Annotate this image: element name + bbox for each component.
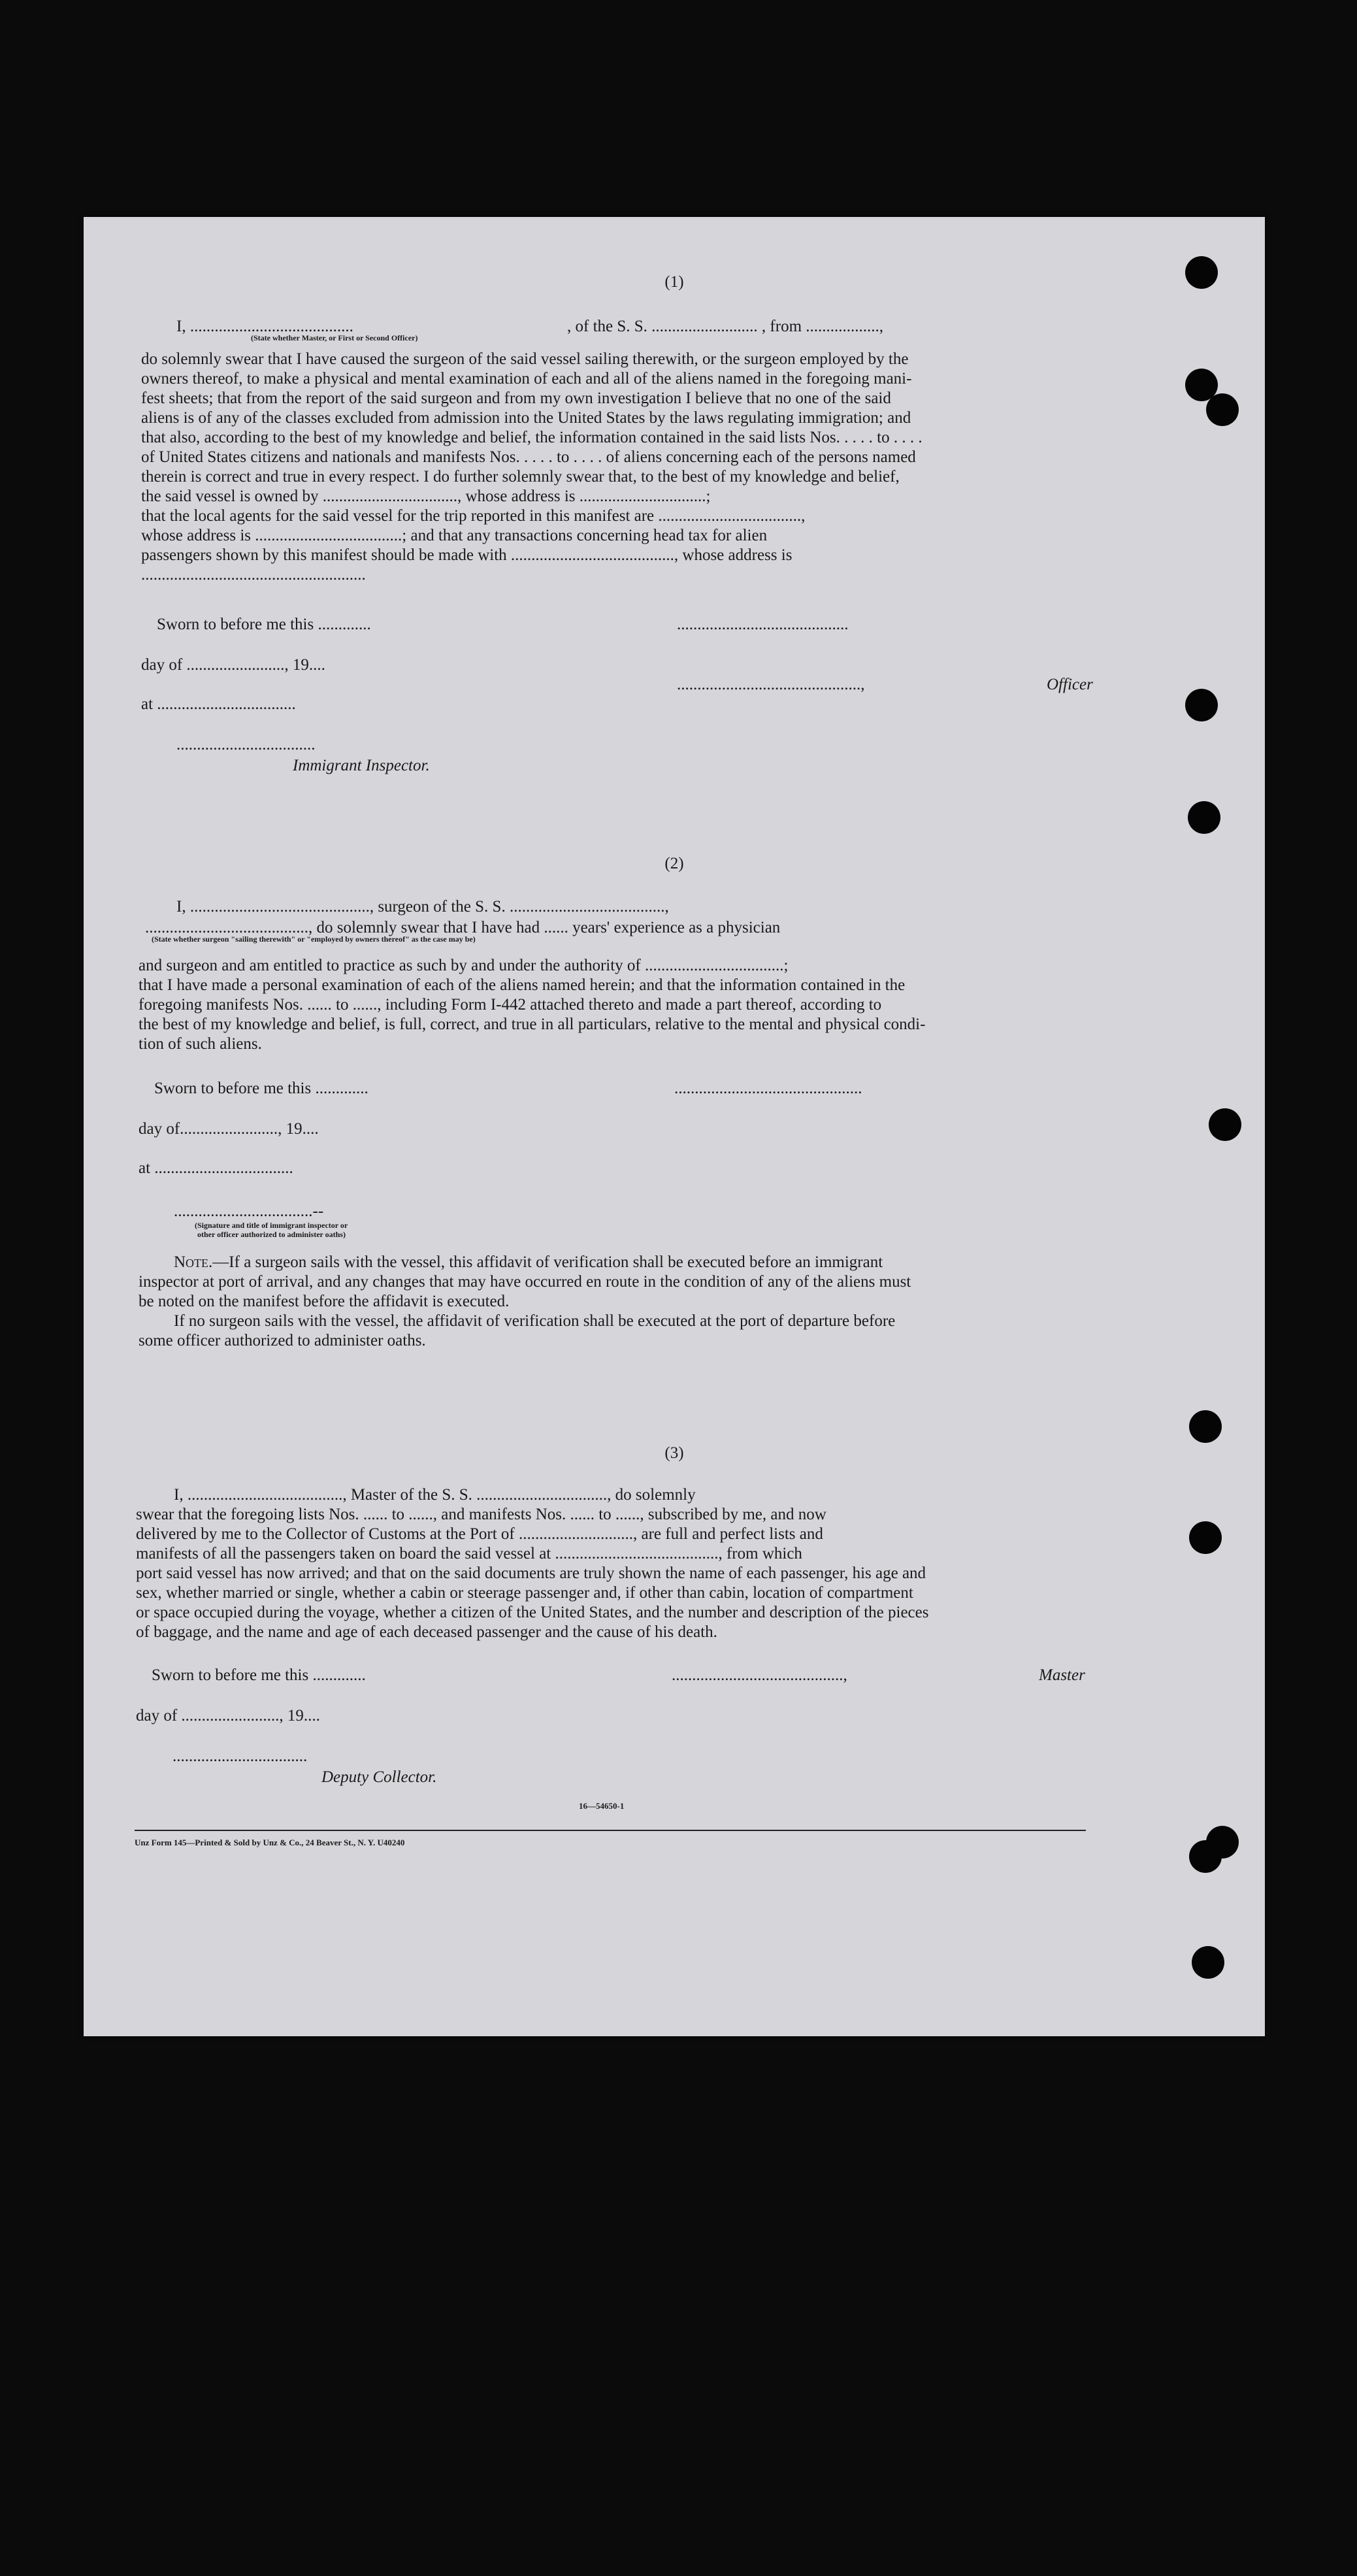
s2-sworn: Sworn to before me this ............. — [154, 1080, 368, 1097]
s3-body-line: manifests of all the passengers taken on board the said vessel at ........................................, from which — [136, 1545, 802, 1562]
s1-body-line: the said vessel is owned by ................................., whose address is ...............................; — [141, 487, 711, 505]
punch-hole — [1209, 1108, 1241, 1141]
s3-master-label: Master — [1039, 1666, 1085, 1684]
s1-inspector-dots: .................................. — [176, 736, 316, 753]
printer-footer: Unz Form 145—Printed & Sold by Unz & Co., 24 Beaver St., N. Y. U40240 — [135, 1838, 405, 1847]
s2-note-line: be noted on the manifest before the affidavit is executed. — [139, 1293, 510, 1310]
s1-body-line: whose address is ....................................; and that any transactions concerning head tax for alien — [141, 527, 768, 544]
s1-officer-label: Officer — [1047, 676, 1093, 693]
s3-body-line: or space occupied during the voyage, whether a citizen of the United States, and the number and description of the pieces — [136, 1604, 929, 1621]
s2-line1: I, ............................................, surgeon of the S. S. ......................................, — [176, 898, 669, 916]
s3-body-line: I, ......................................, Master of the S. S. ................................, do solemnly — [174, 1486, 696, 1504]
s3-sworn: Sworn to before me this ............. — [152, 1666, 366, 1684]
s1-day: day of ........................, 19.... — [141, 656, 325, 674]
s2-sig-dots: .............................................. — [674, 1080, 862, 1097]
s1-body-line: aliens is of any of the classes excluded from admission into the United States by the laws regulating immigration; and — [141, 409, 911, 427]
s1-sig-dots: .......................................... — [677, 616, 849, 633]
punch-hole — [1189, 1840, 1222, 1873]
s1-body-line: do solemnly swear that I have caused the surgeon of the said vessel sailing therewith, or the surgeon employed by the — [141, 350, 909, 368]
s3-collector-dots: ................................. — [172, 1747, 308, 1765]
section-2-number: (2) — [664, 855, 684, 872]
s1-line1-a: I, ........................................ — [176, 318, 353, 335]
s2-line2: ........................................, do solemnly swear that I have had ...... years' experience as a physician — [145, 919, 781, 936]
s1-at: at .................................. — [141, 695, 296, 713]
s1-body-line: fest sheets; that from the report of the said surgeon and from my own investigation I believe that no one of the said — [141, 389, 891, 407]
s3-day: day of ........................, 19.... — [136, 1707, 320, 1725]
s1-line1-note: (State whether Master, or First or Second Officer) — [251, 333, 418, 342]
s1-body-line: of United States citizens and nationals and manifests Nos. . . . . to . . . . of aliens concerning each of the persons named — [141, 448, 916, 466]
s3-body-line: sex, whether married or single, whether a cabin or steerage passenger and, if other than cabin, location of compartment — [136, 1584, 913, 1602]
s2-sig-note-2: other officer authorized to administer oaths) — [197, 1230, 346, 1239]
punch-hole — [1189, 1410, 1222, 1443]
s2-body-line: foregoing manifests Nos. ...... to ......, including Form I-442 attached thereto and made a part thereof, according to — [139, 996, 882, 1014]
s1-body-line: that also, according to the best of my knowledge and belief, the information contained in the said lists Nos. . . . . to . . . . — [141, 429, 923, 446]
s2-body-line: that I have made a personal examination of each of the aliens named herein; and that the information contained in the — [139, 976, 906, 994]
s2-note-label: Note. — [174, 1253, 213, 1271]
s1-body-line: ....................................................... — [141, 566, 366, 584]
s2-body-line: and surgeon and am entitled to practice as such by and under the authority of ..................................; — [139, 957, 789, 974]
footer-rule — [135, 1830, 1086, 1831]
s2-note-line — [174, 1252, 883, 1272]
s1-body-line: that the local agents for the said vessel for the trip reported in this manifest are ..................................., — [141, 507, 806, 525]
s3-body-line: of baggage, and the name and age of each deceased passenger and the cause of his death. — [136, 1623, 717, 1641]
s3-collector-label: Deputy Collector. — [321, 1768, 437, 1786]
s1-line1-b: , of the S. S. .......................... , from .................., — [567, 318, 884, 335]
s2-day: day of........................, 19.... — [139, 1120, 319, 1138]
s2-body-line: tion of such aliens. — [139, 1035, 262, 1053]
s3-body-line: swear that the foregoing lists Nos. ...... to ......, and manifests Nos. ...... to ......, subscribed by me, and now — [136, 1506, 826, 1523]
s1-body-line: therein is correct and true in every respect. I do further solemnly swear that, to the best of my knowledge and belief, — [141, 468, 900, 486]
punch-hole — [1206, 393, 1239, 426]
s2-inspector-dots: ..................................-- — [174, 1202, 324, 1220]
s2-note-line: some officer authorized to administer oaths. — [139, 1332, 426, 1349]
s2-note-line: inspector at port of arrival, and any changes that may have occurred en route in the condition of any of the aliens must — [139, 1273, 911, 1291]
s1-body-line: passengers shown by this manifest should be made with ........................................, whose address is — [141, 546, 793, 564]
s3-master-dots: .........................................., — [672, 1666, 847, 1684]
s1-officer-dots: ............................................., — [677, 676, 865, 693]
s1-sworn: Sworn to before me this ............. — [157, 616, 371, 633]
s2-body-line: the best of my knowledge and belief, is full, correct, and true in all particulars, relative to the mental and physical condi- — [139, 1016, 926, 1033]
s1-body-line: owners thereof, to make a physical and mental examination of each and all of the aliens named in the foregoing mani- — [141, 370, 912, 388]
punch-hole — [1188, 801, 1220, 834]
s3-body-line: port said vessel has now arrived; and that on the said documents are truly shown the name of each passenger, his age and — [136, 1564, 926, 1582]
s2-note-line: If no surgeon sails with the vessel, the affidavit of verification shall be executed at the port of departure before — [174, 1312, 896, 1330]
s2-line2-note: (State whether surgeon "sailing therewith" or "employed by owners thereof" as the case may be) — [152, 934, 476, 944]
form-number: 16—54650-1 — [579, 1801, 625, 1811]
punch-hole — [1189, 1521, 1222, 1554]
punch-hole — [1192, 1946, 1224, 1979]
s2-note-text: —If a surgeon sails with the vessel, this affidavit of verification shall be executed before an immigrant — [212, 1253, 883, 1271]
punch-hole — [1185, 689, 1218, 721]
s2-at: at .................................. — [139, 1159, 293, 1177]
s3-body-line: delivered by me to the Collector of Customs at the Port of ............................, are full and perfect lists and — [136, 1525, 823, 1543]
s2-sig-note-1: (Signature and title of immigrant inspector or — [195, 1221, 348, 1230]
section-3-number: (3) — [664, 1444, 684, 1462]
s1-inspector-label: Immigrant Inspector. — [293, 757, 430, 774]
section-1-number: (1) — [664, 273, 684, 291]
document-page — [84, 217, 1265, 2036]
